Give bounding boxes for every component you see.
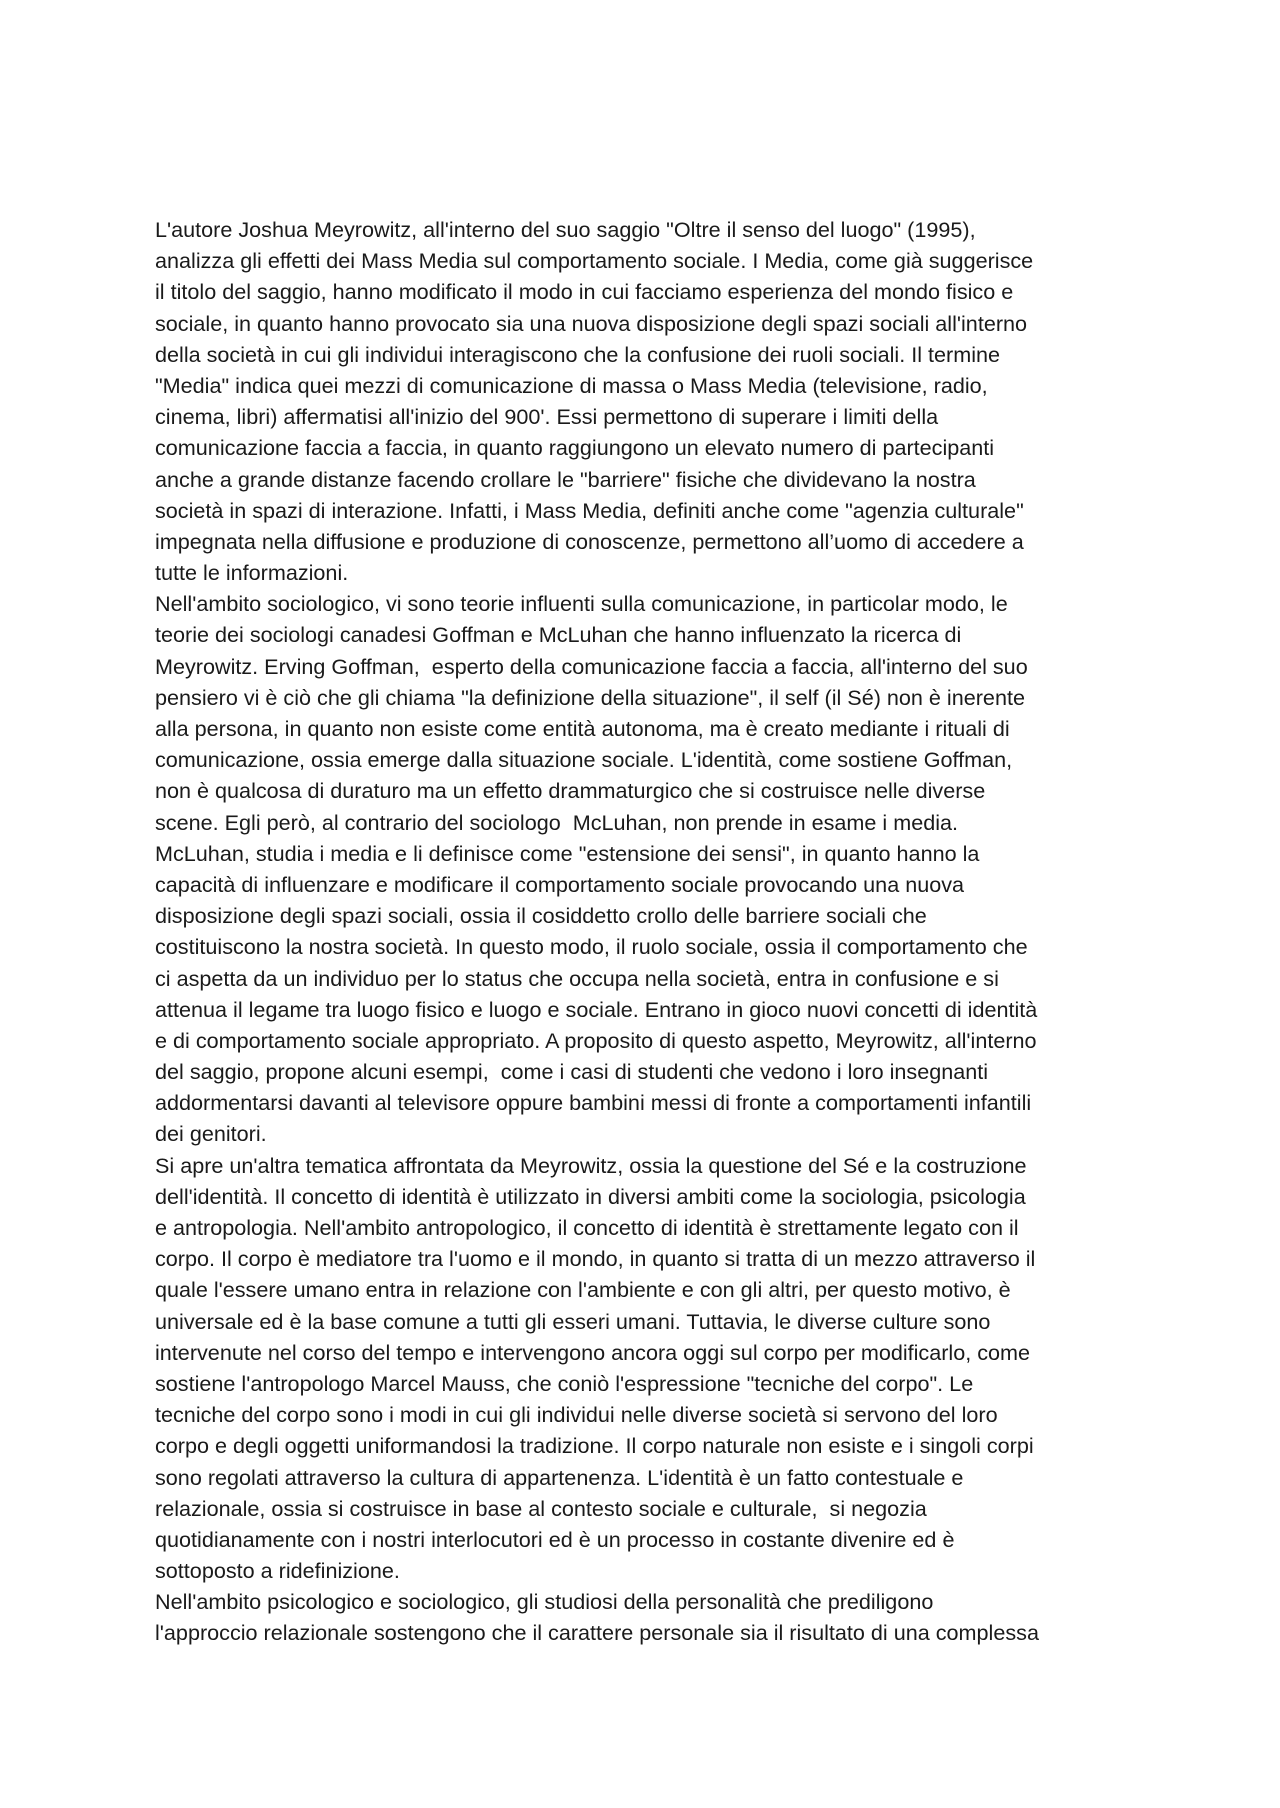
text-line: disposizione degli spazi sociali, ossia il cosiddetto crollo delle barriere sociali che [155,903,927,929]
paragraph [155,588,1155,1149]
text-line: McLuhan, studia i media e li definisce come "estensione dei sensi", in quanto hanno la [155,840,980,866]
text-line: Meyrowitz. Erving Goffman, esperto della comunicazione faccia a faccia, all'interno del suo [155,653,1028,679]
text-line: Nell'ambito sociologico, vi sono teorie influenti sulla comunicazione, in particolar modo, le [155,591,1008,617]
text-line: comunicazione faccia a faccia, in quanto raggiungono un elevato numero di partecipanti [155,435,995,461]
document-body [155,214,1155,1649]
text-line: L'autore Joshua Meyrowitz, all'interno del suo saggio "Oltre il senso del luogo" (1995), [155,217,976,242]
text-line: pensiero vi è ciò che gli chiama "la definizione della situazione", il self (il Sé) non è inerente [155,684,1025,710]
text-line: comunicazione, ossia emerge dalla situazione sociale. L'identità, come sostiene Goffman, [155,747,1013,773]
text-line: analizza gli effetti dei Mass Media sul comportamento sociale. I Media, come già suggerisce [155,248,1034,274]
text-line: intervenute nel corso del tempo e intervengono ancora oggi sul corpo per modificarlo, come [155,1339,1031,1365]
text-line: costituiscono la nostra società. In questo modo, il ruolo sociale, ossia il comportamento che [155,934,1028,960]
text-line: cinema, libri) affermatisi all'inizio del 900'. Essi permettono di superare i limiti della [155,404,939,430]
text-line: sociale, in quanto hanno provocato sia una nuova disposizione degli spazi sociali all'interno [155,310,1028,336]
text-line: tutte le informazioni. [155,560,349,586]
paragraph [155,1586,1155,1648]
text-line: società in spazi di interazione. Infatti, i Mass Media, definiti anche come "agenzia culturale" [155,497,1024,523]
text-line: scene. Egli però, al contrario del sociologo McLuhan, non prende in esame i media. [155,809,959,835]
text-line: attenua il legame tra luogo fisico e luogo e sociale. Entrano in gioco nuovi concetti di identità [155,996,1038,1022]
text-line: universale ed è la base comune a tutti gli esseri umani. Tuttavia, le diverse culture sono [155,1308,991,1334]
text-line: quotidianamente con i nostri interlocutori ed è un processo in costante divenire ed è [155,1526,955,1552]
text-line: alla persona, in quanto non esiste come entità autonoma, ma è creato mediante i rituali di [155,716,1010,741]
text-line: ci aspetta da un individuo per lo status che occupa nella società, entra in confusione e si [155,965,999,991]
text-line: addormentarsi davanti al televisore oppure bambini messi di fronte a comportamenti infantili [155,1090,1032,1116]
text-line: capacità di influenzare e modificare il comportamento sociale provocando una nuova [155,871,965,897]
text-line: sono regolati attraverso la cultura di appartenenza. L'identità è un fatto contestuale e [155,1464,964,1490]
text-line: e antropologia. Nell'ambito antropologico, il concetto di identità è strettamente legato con il [155,1215,1019,1240]
text-line: Si apre un'altra tematica affrontata da Meyrowitz, ossia la questione del Sé e la costruzione [155,1152,1027,1178]
text-line: del saggio, propone alcuni esempi, come i casi di studenti che vedono i loro insegnanti [155,1059,989,1085]
text-line: non è qualcosa di duraturo ma un effetto drammaturgico che si costruisce nelle diverse [155,778,986,804]
text-line: e di comportamento sociale appropriato. A proposito di questo aspetto, Meyrowitz, all'interno [155,1027,1037,1053]
text-line: corpo. Il corpo è mediatore tra l'uomo e il mondo, in quanto si tratta di un mezzo attraverso il [155,1246,1036,1272]
text-line: sottoposto a ridefinizione. [155,1558,400,1584]
text-line: della società in cui gli individui interagiscono che la confusione dei ruoli sociali. Il termine [155,341,1001,367]
text-line: dei genitori. [155,1121,267,1147]
text-line: dell'identità. Il concetto di identità è utilizzato in diversi ambiti come la sociologia, psicologia [155,1183,1026,1209]
text-line: l'approccio relazionale sostengono che il carattere personale sia il risultato di una complessa [155,1620,1039,1646]
text-line: impegnata nella diffusione e produzione di conoscenze, permettono all’uomo di accedere a [155,528,1024,554]
text-line: corpo e degli oggetti uniformandosi la tradizione. Il corpo naturale non esiste e i singoli corpi [155,1433,1034,1459]
text-line: relazionale, ossia si costruisce in base al contesto sociale e culturale, si negozia [155,1495,927,1521]
paragraph [155,214,1155,588]
text-line: Nell'ambito psicologico e sociologico, gli studiosi della personalità che prediligono [155,1589,934,1615]
text-line: "Media" indica quei mezzi di comunicazione di massa o Mass Media (televisione, radio, [155,372,988,398]
paragraph [155,1150,1155,1587]
text-line: teorie dei sociologi canadesi Goffman e McLuhan che hanno influenzato la ricerca di [155,622,962,648]
text-line: tecniche del corpo sono i modi in cui gli individui nelle diverse società si servono del loro [155,1402,998,1428]
text-line: sostiene l'antropologo Marcel Mauss, che coniò l'espressione "tecniche del corpo". Le [155,1370,974,1396]
text-line: anche a grande distanze facendo crollare le "barriere" fisiche che dividevano la nostra [155,466,976,492]
text-line: il titolo del saggio, hanno modificato il modo in cui facciamo esperienza del mondo fisico e [155,279,1014,305]
text-line: quale l'essere umano entra in relazione con l'ambiente e con gli altri, per questo motivo, è [155,1277,1011,1303]
